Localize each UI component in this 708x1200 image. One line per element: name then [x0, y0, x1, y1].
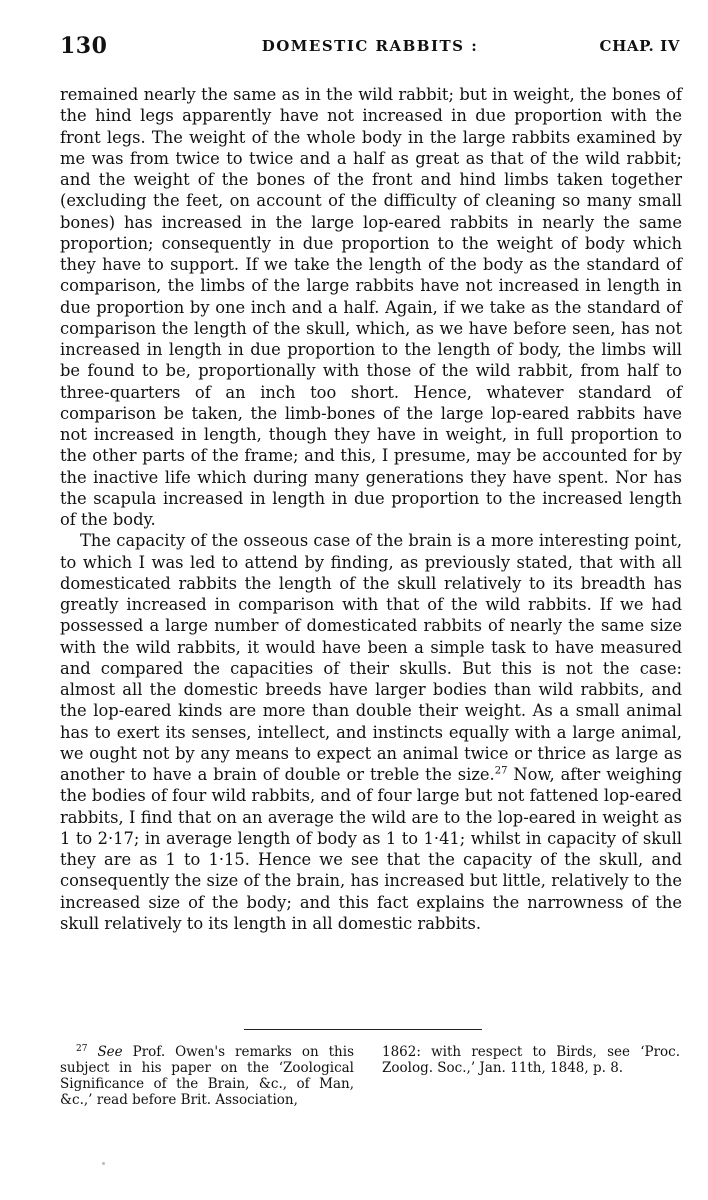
- page-number: 130: [60, 33, 108, 59]
- footnote-reference: 27: [494, 765, 508, 777]
- footnote-left-column: [60, 1044, 354, 1108]
- footnote-right-column: 1862: with respect to Birds, see ‘Proc. Zoolog. Soc.,’ Jan. 11th, 1848, p. 8.: [382, 1044, 680, 1076]
- page-header: [60, 33, 680, 57]
- paragraph-brain-capacity: [60, 530, 682, 934]
- footnote-mark: 27: [76, 1043, 88, 1054]
- chapter-label: CHAP. IV: [599, 37, 680, 55]
- paragraph-text-part-1: The capacity of the osseous case of the brain is a more interesting point, to which I was led to attend by finding, as previously stated, that with all domesticated rabbits the length of the skull relatively to its breadth has greatly increased in comparison with that of the wild rabbits. If we had possessed a large number of domesticated rabbits of nearly the same size with the wild rabbits, it would have been a simple task to have measured and compared the capacities of their skulls. But this is not the case: almost all the domestic breeds have larger bodies than wild rabbits, and the lop-eared kinds are more than double their weight. As a small animal has to exert its senses, intellect, and instincts equally with a large animal, we ought not by any means to expect an animal twice or thrice as large as another to have a brain of double or treble the size.: [60, 531, 682, 784]
- paragraph-continued: remained nearly the same as in the wild rabbit; but in weight, the bones of the hind legs apparently have not increased in due proportion with the front legs. The weight of the whole body in the large rabbits examined by me was from twice to twice and a half as great as that of the wild rabbit; and the weight of the bones of the front and hind limbs taken together (excluding the feet, on account of the difficulty of cleaning so many small bones) has increased in the large lop-eared rabbits in nearly the same proportion; consequently in due proportion to the weight of body which they have to support. If we take the length of the body as the standard of comparison, the limbs of the large rabbits have not increased in length in due proportion by one inch and a half. Again, if we take as the standard of comparison the length of the skull, which, as we have before seen, has not increased in length in due proportion to the length of body, the limbs will be found to be, proportionally with those of the wild rabbit, from half to three-quarters of an inch too short. Hence, whatever standard of comparison be taken, the limb-bones of the large lop-eared rabbits have not increased in length, though they have in weight, in full proportion to the other parts of the frame; and this, I presume, may be accounted for by the inactive life which during many generations they have spent. Nor has the scapula increased in length in due proportion to the increased length of the body.: [60, 85, 682, 529]
- footnote-left-text: Prof. Owen's remarks on this subject in his paper on the ‘Zoological Significance of the Brain, &c., of Man, &c.,’ read before Brit. Association,: [60, 1044, 354, 1108]
- running-title: DOMESTIC RABBITS :: [261, 37, 479, 55]
- body-text: [60, 84, 682, 934]
- footnote-divider: [244, 1029, 482, 1030]
- paragraph-text-part-2: Now, after weighing the bodies of four wild rabbits, and of four large but not fattened lop-eared rabbits, I find that on an average the wild are to the lop-eared in weight as 1 to 2·17; in average length of body as 1 to 1·41; whilst in capacity of skull they are as 1 to 1·15. Hence we see that the capacity of the skull, and consequently the size of the brain, has increased but little, relatively to the increased size of the body; and this fact explains the narrowness of the skull relatively to its length in all domestic rabbits.: [60, 765, 683, 933]
- footnote-see: See: [97, 1044, 123, 1060]
- paper-speck: [102, 1162, 105, 1165]
